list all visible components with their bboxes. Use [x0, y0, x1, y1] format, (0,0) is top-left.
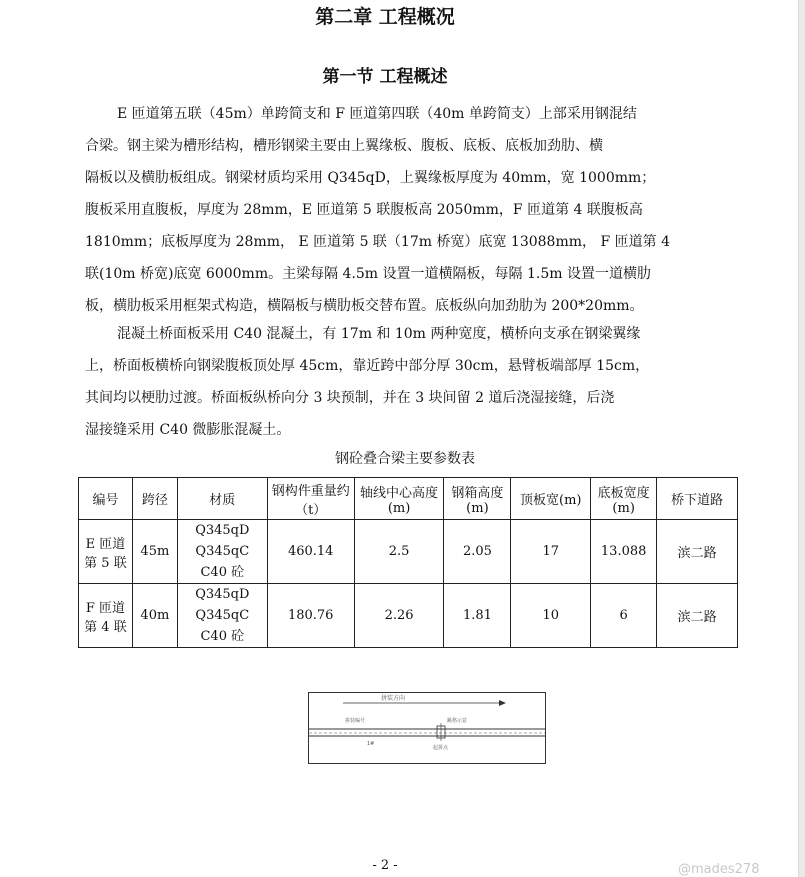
cell-box-height: 1.81 [444, 584, 511, 648]
cell-top-width: 17 [511, 520, 591, 584]
segment-number: 1# [367, 741, 375, 747]
cell-id: F 匝道第 4 联 [79, 584, 133, 648]
header-cell: 材质 [177, 478, 267, 520]
table-caption: 钢砼叠合梁主要参数表 [335, 451, 475, 467]
material-item: Q345qC [195, 544, 250, 559]
cell-road: 滨二路 [657, 584, 738, 648]
paragraph-line: 联(10m 桥宽)底宽 6000mm。主梁每隔 4.5m 设置一道横隔板，每隔 1.5m 设置一道横肋 [85, 266, 651, 282]
page-edge [798, 0, 805, 877]
paragraph-line: 腹板采用直腹板，厚度为 28mm，E 匝道第 5 联腹板高 2050mm，F 匝道第 4 联腹板高 [85, 202, 643, 218]
paragraph-line: E 匝道第五联（45m）单跨简支和 F 匝道第四联（40m 单跨简支）上部采用钢混结 [117, 106, 637, 122]
header-cell: 跨径 [132, 478, 177, 520]
chapter-title: 第二章 工程概况 [315, 6, 455, 28]
start-point-label: 起拼点 [433, 745, 449, 751]
cell-span: 40m [132, 584, 177, 648]
overview-paragraph [85, 98, 685, 322]
paragraph-line: 混凝土桥面板采用 C40 混凝土，有 17m 和 10m 两种宽度，横桥向支承在钢梁翼缘 [117, 326, 641, 342]
paragraph-line: 隔板以及横肋板组成。钢梁材质均采用 Q345qD，上翼缘板厚度为 40mm，宽 1000mm； [85, 170, 656, 186]
table-row [79, 584, 738, 648]
cell-bottom-width: 6 [591, 584, 657, 648]
cell-id: E 匝道第 5 联 [79, 520, 133, 584]
table-row [79, 520, 738, 584]
header-cell: 底板宽度(m) [591, 478, 657, 520]
header-cell: 钢箱高度(m) [444, 478, 511, 520]
cell-materials [177, 520, 267, 584]
table-header-row [79, 478, 738, 520]
header-cell: 轴线中心高度(m) [354, 478, 444, 520]
cell-weight: 180.76 [267, 584, 354, 648]
skip-label: 跳格示意 [447, 718, 468, 724]
segment-label: 拼装编号 [345, 718, 366, 724]
assembly-diagram-svg [309, 693, 545, 763]
section-title: 第一节 工程概述 [322, 67, 448, 87]
direction-arrowhead [499, 700, 506, 706]
watermark: @mades278 [678, 862, 760, 877]
material-item: Q345qD [195, 587, 250, 602]
cell-axis-height: 2.5 [354, 520, 444, 584]
material-item: Q345qD [195, 523, 250, 538]
header-cell: 桥下道路 [657, 478, 738, 520]
assembly-diagram [308, 692, 546, 764]
cell-axis-height: 2.26 [354, 584, 444, 648]
cell-span: 45m [132, 520, 177, 584]
cell-weight: 460.14 [267, 520, 354, 584]
material-item: C40 砼 [200, 629, 245, 644]
paragraph-line: 其间均以梗肋过渡。桥面板纵桥向分 3 块预制，并在 3 块间留 2 道后浇湿接缝，后浇 [85, 390, 615, 406]
paragraph-line: 上，桥面板横桥向钢梁腹板顶处厚 45cm，靠近跨中部分厚 30cm，悬臂板端部厚 15cm， [85, 358, 650, 374]
material-item: Q345qC [195, 608, 250, 623]
paragraph-line: 合梁。钢主梁为槽形结构，槽形钢梁主要由上翼缘板、腹板、底板、底板加劲肋、横 [85, 138, 603, 154]
parameter-table [78, 477, 738, 648]
direction-label: 拼装方向 [381, 695, 406, 702]
header-cell: 顶板宽(m) [511, 478, 591, 520]
paragraph-line: 湿接缝采用 C40 微膨胀混凝土。 [85, 422, 291, 438]
deck-slab-paragraph [85, 318, 685, 446]
cell-materials [177, 584, 267, 648]
material-item: C40 砼 [200, 565, 245, 580]
page-number: - 2 - [372, 858, 398, 873]
cell-bottom-width: 13.088 [591, 520, 657, 584]
cell-top-width: 10 [511, 584, 591, 648]
paragraph-line: 1810mm；底板厚度为 28mm， E 匝道第 5 联（17m 桥宽）底宽 13088mm， F 匝道第 4 [85, 234, 670, 250]
cell-box-height: 2.05 [444, 520, 511, 584]
header-cell: 编号 [79, 478, 133, 520]
cell-road: 滨二路 [657, 520, 738, 584]
header-cell: 钢构件重量约（t） [267, 478, 354, 520]
paragraph-line: 板，横肋板采用框架式构造，横隔板与横肋板交替布置。底板纵向加劲肋为 200*20mm。 [85, 298, 644, 314]
